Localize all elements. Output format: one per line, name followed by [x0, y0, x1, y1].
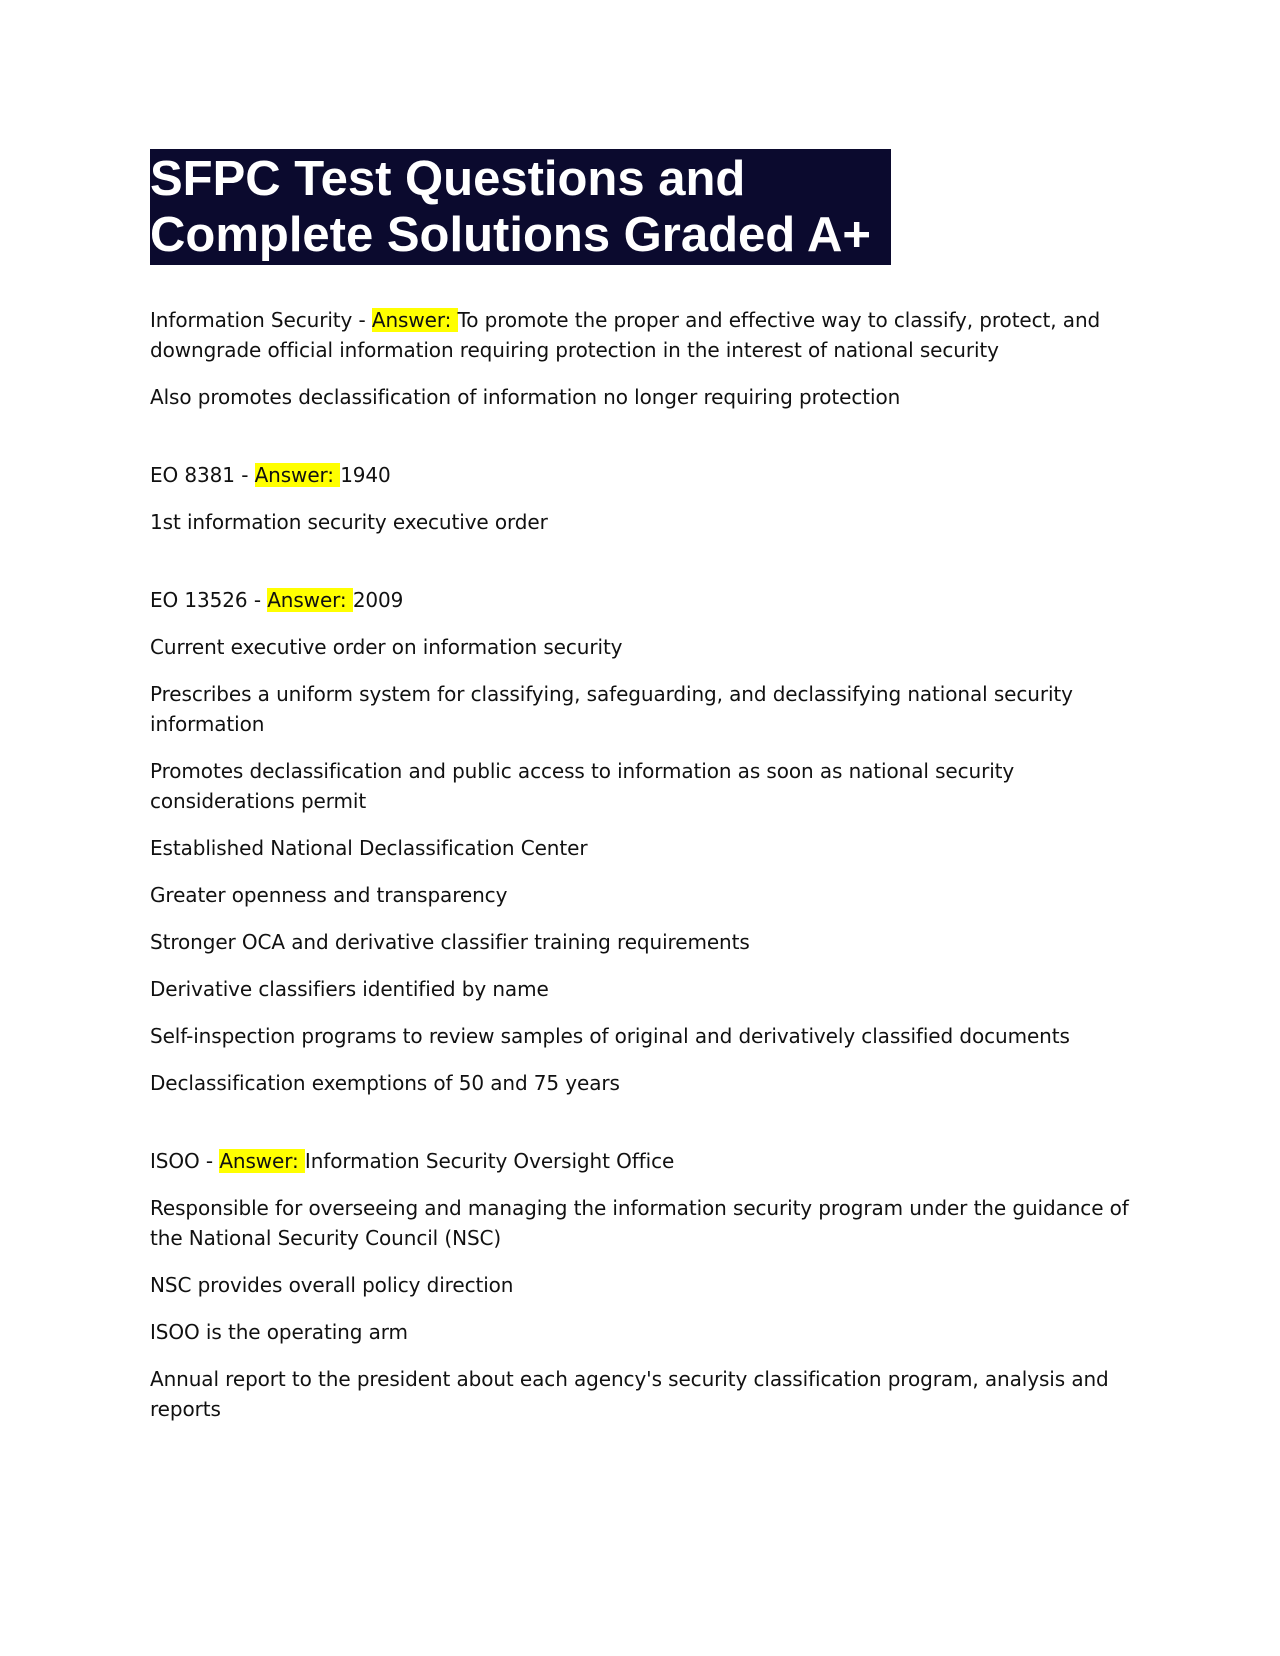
- document-content: [150, 149, 1130, 1472]
- qa-note: Greater openness and transparency: [150, 883, 508, 907]
- qa-note: Stronger OCA and derivative classifier training requirements: [150, 930, 750, 954]
- qa-note: Current executive order on information security: [150, 635, 623, 659]
- qa-note: NSC provides overall policy direction: [150, 1273, 514, 1297]
- qa-note: Self-inspection programs to review samples of original and derivatively classified documents: [150, 1024, 1070, 1048]
- qa-question-line: [150, 460, 1130, 490]
- qa-answer: To promote the proper and effective way to classify, protect, and downgrade official information requiring protection in the interest of national security: [150, 308, 1101, 362]
- qa-entry-isoo: [150, 1146, 1130, 1424]
- qa-answer: Information Security Oversight Office: [304, 1149, 675, 1173]
- qa-entry-information-security: [150, 305, 1130, 412]
- answer-label: Answer:: [219, 1149, 305, 1173]
- qa-note: Annual report to the president about each agency's security classification program, analysis and reports: [150, 1367, 1109, 1421]
- document-title: [150, 149, 891, 265]
- qa-term: ISOO -: [150, 1149, 220, 1173]
- qa-note: Also promotes declassification of information no longer requiring protection: [150, 385, 901, 409]
- qa-term: EO 8381 -: [150, 463, 255, 487]
- qa-question-line: [150, 585, 1130, 615]
- qa-note: Promotes declassification and public access to information as soon as national security considerations permit: [150, 759, 1015, 813]
- answer-label: Answer:: [267, 588, 353, 612]
- answer-label: Answer:: [371, 308, 458, 332]
- qa-answer: 2009: [352, 588, 404, 612]
- qa-entry-eo-8381: [150, 460, 1130, 537]
- qa-term: Information Security -: [150, 308, 372, 332]
- qa-note: Responsible for overseeing and managing the information security program under the guidance of the National Security Council (NSC): [150, 1196, 1129, 1250]
- qa-note: ISOO is the operating arm: [150, 1320, 408, 1344]
- qa-note: 1st information security executive order: [150, 510, 548, 534]
- qa-term: EO 13526 -: [150, 588, 268, 612]
- qa-note: Prescribes a uniform system for classifying, safeguarding, and declassifying national security information: [150, 682, 1073, 736]
- qa-question-line: [150, 1146, 1130, 1176]
- qa-note: Established National Declassification Center: [150, 836, 588, 860]
- title-line-1: SFPC Test Questions and: [150, 152, 746, 206]
- title-line-2: Complete Solutions Graded A+: [150, 208, 872, 262]
- qa-note: Derivative classifiers identified by name: [150, 977, 549, 1001]
- qa-question-line: [150, 305, 1130, 365]
- qa-note: Declassification exemptions of 50 and 75 years: [150, 1071, 620, 1095]
- qa-answer: 1940: [340, 463, 391, 487]
- answer-label: Answer:: [254, 463, 341, 487]
- qa-entry-eo-13526: [150, 585, 1130, 1098]
